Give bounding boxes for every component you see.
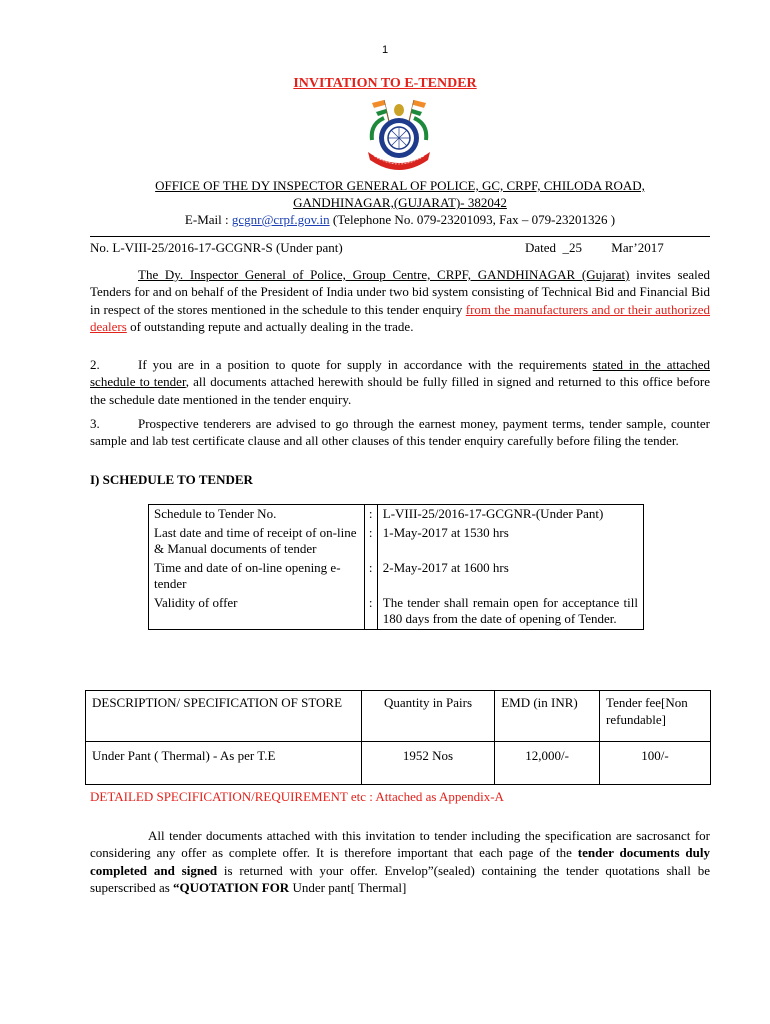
table-header-row	[86, 691, 711, 742]
para2-number: 2.	[90, 357, 100, 372]
contact-numbers: (Telephone No. 079-23201093, Fax – 079-23201326 )	[329, 212, 616, 227]
office-address	[90, 177, 710, 228]
office-line-2: GANDHINAGAR,(GUJARAT)- 382042	[293, 195, 507, 210]
table-cell: 1952 Nos	[361, 742, 494, 785]
para3-number: 3.	[90, 416, 100, 431]
table-row	[149, 524, 644, 559]
column-header: DESCRIPTION/ SPECIFICATION OF STORE	[86, 691, 362, 742]
manufacturer-clause: from the manufacturers and or their authorized dealers	[90, 301, 710, 334]
paragraph-2	[90, 356, 710, 408]
schedule-sep: :	[364, 559, 377, 594]
column-header: EMD (in INR)	[495, 691, 600, 742]
table-row	[149, 594, 644, 630]
schedule-sep: :	[364, 594, 377, 630]
column-header: Quantity in Pairs	[361, 691, 494, 742]
email-link[interactable]: gcgnr@crpf.gov.in	[231, 212, 330, 227]
schedule-value: 2-May-2017 at 1600 hrs	[377, 559, 643, 594]
table-cell: 100/-	[600, 742, 711, 785]
para4-text-end: Under pant[ Thermal]	[289, 879, 407, 895]
column-header: Tender fee[Non refundable]	[600, 691, 711, 742]
para4-text: All tender documents attached with this invitation to tender including the specification are sacrosanct for considering any offer as complete offer. It is therefore important that each page of the	[90, 828, 710, 861]
table-row	[86, 742, 711, 785]
paragraph-3	[90, 415, 710, 450]
reference-line	[90, 240, 710, 256]
crpf-emblem-icon	[354, 96, 444, 176]
schedule-label: Time and date of on-line opening e-tender	[149, 559, 365, 594]
email-label: E-Mail :	[184, 212, 232, 227]
schedule-value: The tender shall remain open for acceptance till 180 days from the date of opening of Tender.	[377, 594, 643, 630]
table-cell: 12,000/-	[495, 742, 600, 785]
reference-date: Dated _25 Mar’2017	[525, 240, 664, 255]
store-table	[85, 690, 711, 785]
paragraph-1	[90, 266, 710, 335]
schedule-table	[148, 504, 644, 630]
detailed-specification-note: DETAILED SPECIFICATION/REQUIREMENT etc : Attached as Appendix-A	[90, 789, 504, 804]
para3-text: Prospective tenderers are advised to go through the earnest money, payment terms, tender sample, counter sample and lab test certificate clause and all other clauses of this tender enquiry carefully before filing the tender.	[90, 416, 710, 449]
issuer-underlined: The Dy. Inspector General of Police, Group Centre, CRPF, GANDHINAGAR (Gujarat)	[138, 267, 630, 282]
para4-bold: tender documents duly completed and signed	[90, 845, 710, 878]
para2-underlined: stated in the attached schedule to tender	[90, 357, 710, 390]
para2-text: If you are in a position to quote for supply in accordance with the requirements	[138, 357, 593, 372]
para1-text-end: of outstanding repute and actually dealing in the trade.	[126, 318, 414, 334]
schedule-sep: :	[364, 524, 377, 559]
schedule-value: 1-May-2017 at 1530 hrs	[377, 524, 643, 559]
para2-text-end: , all documents attached herewith should be fully filled in signed and returned to this office before the schedule date mentioned in the tender enquiry.	[90, 374, 710, 407]
para1-text: invites sealed Tenders for and on behalf of the President of India under two bid system consisting of Technical Bid and Financial Bid in respect of the stores mentioned in the schedule to this tender enquiry	[90, 267, 710, 317]
para4-bold-quote: “QUOTATION FOR	[173, 879, 290, 895]
para4-text-mid: is returned with your offer. Envelop”(sealed) containing the tender quotations shall be superscribed as	[90, 862, 711, 895]
schedule-heading: I) SCHEDULE TO TENDER	[90, 472, 253, 487]
table-row	[149, 505, 644, 524]
schedule-label: Last date and time of receipt of on-line & Manual documents of tender	[149, 524, 365, 559]
schedule-value: L-VIII-25/2016-17-GCGNR-(Under Pant)	[377, 505, 643, 524]
office-line-1: OFFICE OF THE DY INSPECTOR GENERAL OF POLICE, GC, CRPF, CHILODA ROAD,	[155, 178, 645, 193]
schedule-sep: :	[364, 505, 377, 524]
divider	[90, 236, 710, 237]
table-cell: Under Pant ( Thermal) - As per T.E	[86, 742, 362, 785]
paragraph-4	[90, 827, 710, 896]
schedule-label: Validity of offer	[149, 594, 365, 630]
schedule-label: Schedule to Tender No.	[149, 505, 365, 524]
page-title: INVITATION TO E-TENDER	[293, 76, 477, 91]
page-number: 1	[381, 44, 389, 56]
table-row	[149, 559, 644, 594]
reference-number: No. L-VIII-25/2016-17-GCGNR-S (Under pant)	[90, 240, 343, 255]
